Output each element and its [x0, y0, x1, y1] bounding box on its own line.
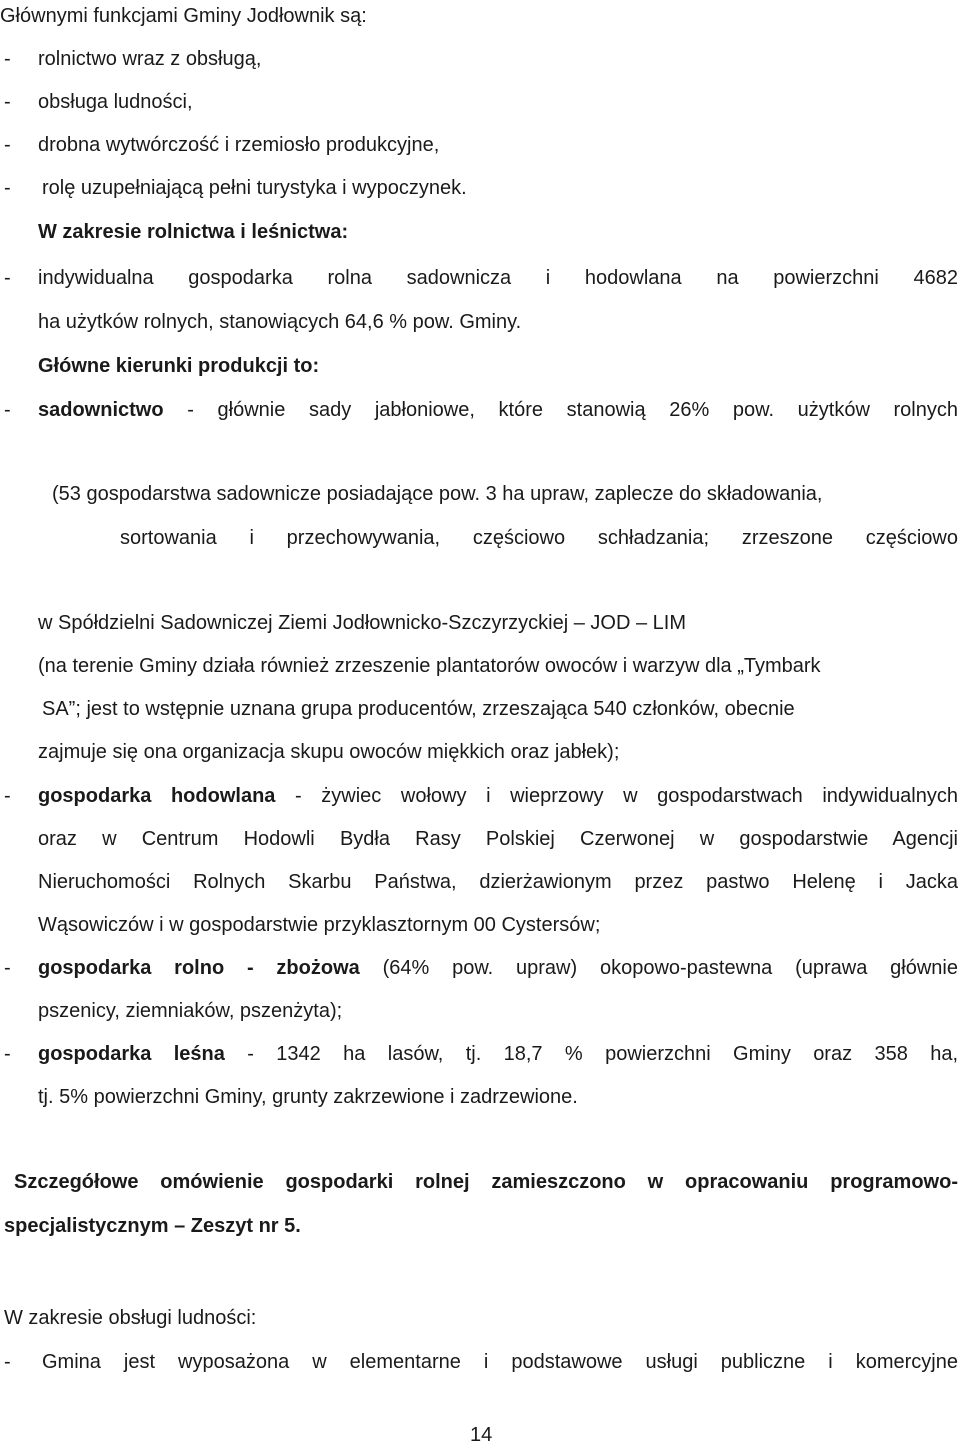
sadownictwo-label: sadownictwo [38, 399, 164, 421]
agri-item-1-line-2: ha użytków rolnych, stanowiących 64,6 % pow. Gminy. [38, 311, 522, 333]
lesna-line-1 [38, 1042, 958, 1066]
sadownictwo-line-4: w Spółdzielni Sadowniczej Ziemi Jodłownicko-Szczyrzyckiej – JOD – LIM [38, 612, 686, 634]
hodowla-line-1 [38, 784, 958, 808]
intro-heading: Głównymi funkcjami Gminy Jodłownik są: [0, 5, 367, 27]
sadownictwo-line-1 [38, 398, 958, 422]
sadownictwo-text: - głównie sady jabłoniowe, które stanowią 26% pow. użytków rolnych [187, 399, 958, 421]
note-line-1: Szczegółowe omówienie gospodarki rolnej zamieszczono w opracowaniu programowo- [14, 1171, 958, 1193]
agriculture-heading: W zakresie rolnictwa i leśnictwa: [38, 221, 349, 243]
list-dash: - [4, 91, 11, 113]
sadownictwo-line-3: sortowania i przechowywania, częściowo schładzania; zrzeszone częściowo [120, 527, 958, 549]
page-number: 14 [470, 1424, 493, 1446]
intro-item-1: rolnictwo wraz z obsługą, [38, 48, 262, 70]
sadownictwo-line-5: (na terenie Gminy działa również zrzeszenie plantatorów owoców i warzyw dla „Tymbark [38, 655, 821, 677]
list-dash: - [4, 48, 11, 70]
services-item-1: Gmina jest wyposażona w elementarne i podstawowe usługi publiczne i komercyjne [42, 1351, 958, 1373]
agri-item-1-line-1: indywidualna gospodarka rolna sadownicza i hodowlana na powierzchni 4682 [38, 267, 958, 289]
lesna-line-2: tj. 5% powierzchni Gminy, grunty zakrzewione i zadrzewione. [38, 1086, 578, 1108]
sadownictwo-line-6: SA”; jest to wstępnie uznana grupa producentów, zrzeszająca 540 członków, obecnie [42, 698, 795, 720]
sadownictwo-line-2: (53 gospodarstwa sadownicze posiadające pow. 3 ha upraw, zaplecze do składowania, [52, 483, 823, 505]
zboza-line-1 [38, 956, 958, 980]
zboza-label: gospodarka rolno - zbożowa [38, 957, 360, 979]
hodowla-line-3: Nieruchomości Rolnych Skarbu Państwa, dzierżawionym przez pastwo Helenę i Jacka [38, 871, 958, 893]
hodowla-line-4: Wąsowiczów i w gospodarstwie przyklasztornym 00 Cystersów; [38, 914, 601, 936]
list-dash: - [4, 785, 11, 807]
zboza-text: (64% pow. upraw) okopowo-pastewna (uprawa głównie [382, 957, 958, 979]
list-dash: - [4, 134, 11, 156]
note-line-2: specjalistycznym – Zeszyt nr 5. [4, 1215, 301, 1237]
production-subheading: Główne kierunki produkcji to: [38, 355, 320, 377]
intro-item-2: obsługa ludności, [38, 91, 193, 113]
list-dash: - [4, 399, 11, 421]
list-dash: - [4, 177, 11, 199]
list-dash: - [4, 957, 11, 979]
intro-item-4: rolę uzupełniającą pełni turystyka i wypoczynek. [42, 177, 467, 199]
hodowla-label: gospodarka hodowlana [38, 785, 276, 807]
lesna-text: - 1342 ha lasów, tj. 18,7 % powierzchni Gminy oraz 358 ha, [247, 1043, 959, 1065]
hodowla-text: - żywiec wołowy i wieprzowy w gospodarstwach indywidualnych [295, 785, 958, 807]
zboza-line-2: pszenicy, ziemniaków, pszenżyta); [38, 1000, 343, 1022]
list-dash: - [4, 267, 11, 289]
list-dash: - [4, 1043, 11, 1065]
services-heading: W zakresie obsługi ludności: [4, 1307, 257, 1329]
hodowla-line-2: oraz w Centrum Hodowli Bydła Rasy Polskiej Czerwonej w gospodarstwie Agencji [38, 828, 958, 850]
intro-item-3: drobna wytwórczość i rzemiosło produkcyjne, [38, 134, 440, 156]
lesna-label: gospodarka leśna [38, 1043, 225, 1065]
list-dash: - [4, 1351, 11, 1373]
sadownictwo-line-7: zajmuje się ona organizacja skupu owoców miękkich oraz jabłek); [38, 741, 620, 763]
